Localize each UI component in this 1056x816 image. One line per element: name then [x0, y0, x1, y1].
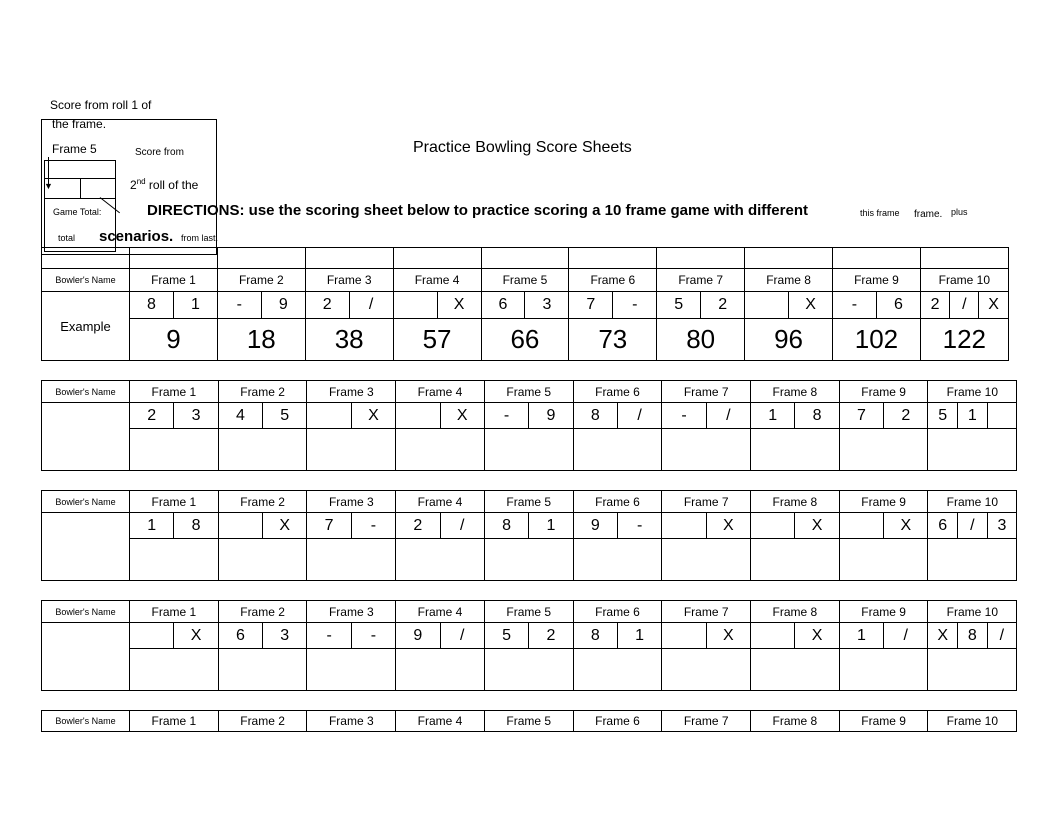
frame-total — [928, 649, 1017, 691]
roll-cell: 8 — [573, 623, 617, 649]
frame-total: 122 — [920, 319, 1008, 361]
frame-header: Frame 3 — [307, 601, 396, 623]
roll-cell: 5 — [928, 403, 958, 429]
roll-cell: 2 — [701, 292, 745, 319]
roll-cell: / — [987, 623, 1017, 649]
roll-cell: 2 — [396, 513, 440, 539]
frame-header: Frame 7 — [662, 711, 751, 732]
frame-total — [396, 539, 485, 581]
frame-header: Frame 1 — [130, 491, 219, 513]
roll-cell: X — [979, 292, 1008, 319]
roll-cell: 5 — [657, 292, 701, 319]
roll-cell — [987, 403, 1017, 429]
roll-cell: 3 — [987, 513, 1017, 539]
frame-total — [484, 429, 573, 471]
frame-header: Frame 5 — [484, 711, 573, 732]
frame-header: Frame 2 — [218, 711, 307, 732]
frame-header: Frame 9 — [839, 491, 928, 513]
bowler-name-header: Bowler's Name — [42, 269, 130, 292]
roll-cell: 5 — [263, 403, 307, 429]
roll-cell: / — [349, 292, 393, 319]
frame-header: Frame 10 — [928, 381, 1017, 403]
frame-header: Frame 3 — [305, 269, 393, 292]
bowler-name-header: Bowler's Name — [42, 381, 130, 403]
frame-header: Frame 5 — [484, 381, 573, 403]
frame-header: Frame 10 — [928, 601, 1017, 623]
frame-header: Frame 2 — [218, 381, 307, 403]
frame-total — [396, 429, 485, 471]
frame-header: Frame 6 — [573, 491, 662, 513]
roll-cell: / — [617, 403, 661, 429]
roll-cell: 4 — [218, 403, 262, 429]
roll-cell: 5 — [484, 623, 528, 649]
frame-header: Frame 6 — [573, 601, 662, 623]
frame-total: 66 — [481, 319, 569, 361]
frame-total — [573, 649, 662, 691]
frame-total: 38 — [305, 319, 393, 361]
page-title: Practice Bowling Score Sheets — [413, 139, 632, 156]
frame-header: Frame 3 — [307, 381, 396, 403]
roll-cell: 6 — [481, 292, 525, 319]
roll-cell: 1 — [529, 513, 573, 539]
roll-cell: 8 — [174, 513, 218, 539]
frame-header: Frame 2 — [218, 601, 307, 623]
frame-total — [130, 539, 219, 581]
roll-cell — [218, 513, 262, 539]
roll-cell: - — [662, 403, 706, 429]
frame-header: Frame 10 — [928, 491, 1017, 513]
roll-cell: / — [884, 623, 928, 649]
frame-total: 9 — [130, 319, 218, 361]
legend-total-desc-4: from last. — [181, 233, 219, 243]
directions-line1: DIRECTIONS: use the scoring sheet below to practice scoring a 10 frame game with different — [147, 202, 808, 219]
frame-header: Frame 2 — [218, 491, 307, 513]
roll-cell: 6 — [876, 292, 920, 319]
frame-total — [218, 539, 307, 581]
legend-roll1-line2: the frame. — [52, 117, 107, 131]
roll-cell: 8 — [573, 403, 617, 429]
bowler-name-field — [42, 403, 130, 471]
frame-total — [839, 539, 928, 581]
roll-cell: - — [613, 292, 657, 319]
roll-cell — [662, 623, 706, 649]
roll-cell: / — [706, 403, 750, 429]
frame-header: Frame 1 — [130, 601, 219, 623]
roll-cell: 9 — [261, 292, 305, 319]
roll-cell: X — [440, 403, 484, 429]
example-top-band — [41, 247, 1009, 269]
frame-total — [573, 429, 662, 471]
bowler-name-field — [42, 623, 130, 691]
frame-header: Frame 5 — [484, 491, 573, 513]
roll-cell: X — [706, 513, 750, 539]
roll-cell: X — [174, 623, 218, 649]
frame-total: 18 — [217, 319, 305, 361]
roll-cell: 3 — [263, 623, 307, 649]
frame-header: Frame 1 — [130, 711, 219, 732]
roll-cell: 2 — [130, 403, 174, 429]
roll-cell — [130, 623, 174, 649]
roll-cell: X — [795, 623, 839, 649]
legend-roll2-line2: 2nd roll of the — [130, 177, 199, 192]
frame-header: Frame 4 — [396, 381, 485, 403]
frame-header: Frame 5 — [484, 601, 573, 623]
frame-total — [396, 649, 485, 691]
roll-cell: 2 — [920, 292, 949, 319]
roll-cell: X — [795, 513, 839, 539]
frame-total — [751, 429, 840, 471]
frame-header: Frame 9 — [839, 601, 928, 623]
roll-cell: 3 — [174, 403, 218, 429]
frame-total — [218, 429, 307, 471]
roll-cell: 8 — [484, 513, 528, 539]
legend-roll2-line1: Score from — [135, 147, 184, 158]
roll-cell: - — [351, 513, 395, 539]
frame-total — [662, 539, 751, 581]
frame-total — [839, 429, 928, 471]
practice-sheet-4 — [41, 710, 1017, 732]
frame-header: Frame 8 — [751, 601, 840, 623]
frame-header: Frame 10 — [928, 711, 1017, 732]
frame-total: 57 — [393, 319, 481, 361]
roll-cell: X — [706, 623, 750, 649]
roll-cell — [307, 403, 351, 429]
roll-cell: 1 — [173, 292, 217, 319]
roll-cell: X — [351, 403, 395, 429]
frame-total — [484, 539, 573, 581]
frame-total — [307, 539, 396, 581]
roll-cell: 2 — [305, 292, 349, 319]
frame-total: 80 — [657, 319, 745, 361]
roll-cell: / — [440, 513, 484, 539]
roll-cell: X — [263, 513, 307, 539]
frame-total — [839, 649, 928, 691]
practice-sheet-2 — [41, 490, 1017, 581]
example-label: Example — [42, 292, 130, 361]
legend-roll2-line3: frame. — [914, 209, 943, 220]
roll-cell: - — [351, 623, 395, 649]
legend-frame-label: Frame 5 — [52, 142, 97, 156]
frame-total: 102 — [833, 319, 921, 361]
roll-cell: X — [884, 513, 928, 539]
roll-cell: 2 — [529, 623, 573, 649]
frame-total — [218, 649, 307, 691]
frame-header: Frame 4 — [396, 601, 485, 623]
roll-cell: X — [789, 292, 833, 319]
frame-header: Frame 8 — [751, 491, 840, 513]
frame-header: Frame 2 — [217, 269, 305, 292]
legend-game-total: Game Total: — [53, 207, 102, 217]
frame-header: Frame 7 — [662, 381, 751, 403]
roll-cell: - — [833, 292, 877, 319]
practice-sheet-3 — [41, 600, 1017, 691]
arrow-down-icon: ▼ — [44, 181, 53, 191]
frame-header: Frame 6 — [569, 269, 657, 292]
roll-cell: 6 — [218, 623, 262, 649]
frame-total — [307, 429, 396, 471]
frame-header: Frame 1 — [130, 381, 219, 403]
roll-cell: / — [958, 513, 988, 539]
roll-cell: 9 — [573, 513, 617, 539]
frame-total — [751, 539, 840, 581]
frame-total — [573, 539, 662, 581]
roll-cell: 8 — [130, 292, 174, 319]
roll-cell — [396, 403, 440, 429]
frame-total: 73 — [569, 319, 657, 361]
frame-header: Frame 8 — [745, 269, 833, 292]
frame-header: Frame 4 — [396, 711, 485, 732]
frame-total — [928, 429, 1017, 471]
frame-header: Frame 9 — [833, 269, 921, 292]
roll-cell — [745, 292, 789, 319]
frame-header: Frame 6 — [573, 381, 662, 403]
frame-header: Frame 7 — [662, 491, 751, 513]
frame-total — [130, 429, 219, 471]
frame-total — [662, 649, 751, 691]
legend-total-desc-2: plus — [951, 207, 968, 217]
bowler-name-header: Bowler's Name — [42, 601, 130, 623]
frame-total: 96 — [745, 319, 833, 361]
roll-cell: / — [440, 623, 484, 649]
roll-cell: 9 — [396, 623, 440, 649]
roll-cell: 1 — [130, 513, 174, 539]
roll-cell: 7 — [839, 403, 883, 429]
frame-header: Frame 3 — [307, 491, 396, 513]
roll-cell — [662, 513, 706, 539]
frame-total — [307, 649, 396, 691]
roll-cell: 7 — [307, 513, 351, 539]
legend-total-desc-3: total — [58, 233, 76, 243]
frame-total — [484, 649, 573, 691]
frame-header: Frame 9 — [839, 381, 928, 403]
roll-cell: - — [217, 292, 261, 319]
practice-sheet-1 — [41, 380, 1017, 471]
roll-cell: X — [437, 292, 481, 319]
frame-header: Frame 4 — [393, 269, 481, 292]
frame-header: Frame 5 — [481, 269, 569, 292]
frame-header: Frame 3 — [307, 711, 396, 732]
roll-cell: 3 — [525, 292, 569, 319]
roll-cell: 2 — [884, 403, 928, 429]
roll-cell: - — [617, 513, 661, 539]
bowler-name-header: Bowler's Name — [42, 491, 130, 513]
frame-header: Frame 7 — [657, 269, 745, 292]
roll-cell: 1 — [839, 623, 883, 649]
roll-cell: 1 — [751, 403, 795, 429]
frame-header: Frame 1 — [130, 269, 218, 292]
roll-cell: 6 — [928, 513, 958, 539]
roll-cell: 1 — [958, 403, 988, 429]
frame-header: Frame 8 — [751, 711, 840, 732]
frame-total — [751, 649, 840, 691]
roll-cell: 9 — [529, 403, 573, 429]
roll-cell: / — [950, 292, 979, 319]
frame-header: Frame 10 — [920, 269, 1008, 292]
roll-cell: X — [928, 623, 958, 649]
legend-roll1-line1: Score from roll 1 of — [50, 98, 152, 112]
example-score-sheet — [41, 268, 1009, 361]
frame-total — [662, 429, 751, 471]
frame-header: Frame 8 — [751, 381, 840, 403]
frame-header: Frame 9 — [839, 711, 928, 732]
legend-total-desc-1: this frame — [860, 208, 900, 218]
frame-header: Frame 6 — [573, 711, 662, 732]
roll-cell — [839, 513, 883, 539]
frame-total — [928, 539, 1017, 581]
roll-cell: - — [484, 403, 528, 429]
directions-line2: scenarios. — [99, 228, 174, 245]
roll-cell — [751, 623, 795, 649]
roll-cell — [751, 513, 795, 539]
bowler-name-field — [42, 513, 130, 581]
roll-cell: 8 — [795, 403, 839, 429]
roll-cell: 8 — [958, 623, 988, 649]
roll-cell: 1 — [617, 623, 661, 649]
frame-header: Frame 7 — [662, 601, 751, 623]
roll-cell: - — [307, 623, 351, 649]
roll-cell — [393, 292, 437, 319]
frame-total — [130, 649, 219, 691]
frame-header: Frame 4 — [396, 491, 485, 513]
roll-cell: 7 — [569, 292, 613, 319]
bowler-name-header: Bowler's Name — [42, 711, 130, 732]
